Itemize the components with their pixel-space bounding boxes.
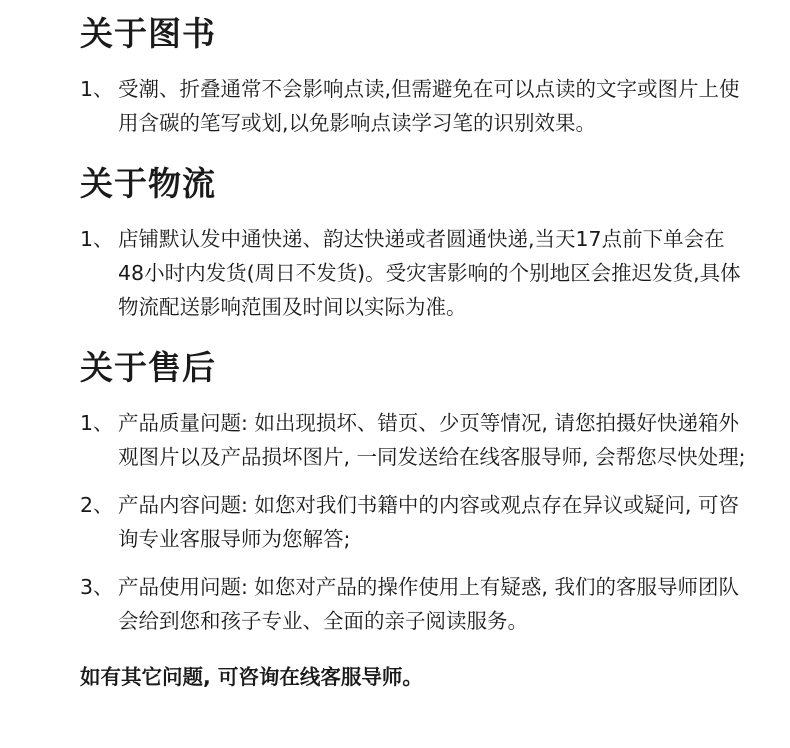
section-after-sales xyxy=(80,348,750,638)
list-item xyxy=(80,72,750,140)
item-number: 1、 xyxy=(80,227,114,251)
section-title: 关于物流 xyxy=(80,164,216,203)
section-title: 关于图书 xyxy=(80,14,216,53)
footer-note: 如有其它问题, 可咨询在线客服导师。 xyxy=(80,665,423,689)
section-title: 关于售后 xyxy=(80,348,216,387)
item-text: 产品使用问题: 如您对产品的操作使用上有疑惑, 我们的客服导师团队会给到您和孩子专业、全面的亲子阅读服务。 xyxy=(118,575,739,633)
list-item xyxy=(80,222,750,324)
section-about-logistics xyxy=(80,164,750,324)
item-number: 1、 xyxy=(80,411,114,435)
item-number: 3、 xyxy=(80,575,114,599)
section-about-books xyxy=(80,14,750,140)
item-text: 店铺默认发中通快递、韵达快递或者圆通快递,当天17点前下单会在48小时内发货(周日不发货)。受灾害影响的个别地区会推迟发货,具体物流配送影响范围及时间以实际为准。 xyxy=(118,227,741,319)
item-text: 受潮、折叠通常不会影响点读,但需避免在可以点读的文字或图片上使用含碳的笔写或划,以免影响点读学习笔的识别效果。 xyxy=(118,77,740,135)
list-item xyxy=(80,406,750,474)
item-text: 产品内容问题: 如您对我们书籍中的内容或观点存在异议或疑问, 可咨询专业客服导师为您解答; xyxy=(118,493,739,551)
item-number: 1、 xyxy=(80,77,114,101)
item-text: 产品质量问题: 如出现损坏、错页、少页等情况, 请您拍摄好快递箱外观图片以及产品损坏图片, 一同发送给在线客服导师, 会帮您尽快处理; xyxy=(118,411,746,469)
list-item xyxy=(80,570,750,638)
list-item xyxy=(80,488,750,556)
item-number: 2、 xyxy=(80,493,114,517)
